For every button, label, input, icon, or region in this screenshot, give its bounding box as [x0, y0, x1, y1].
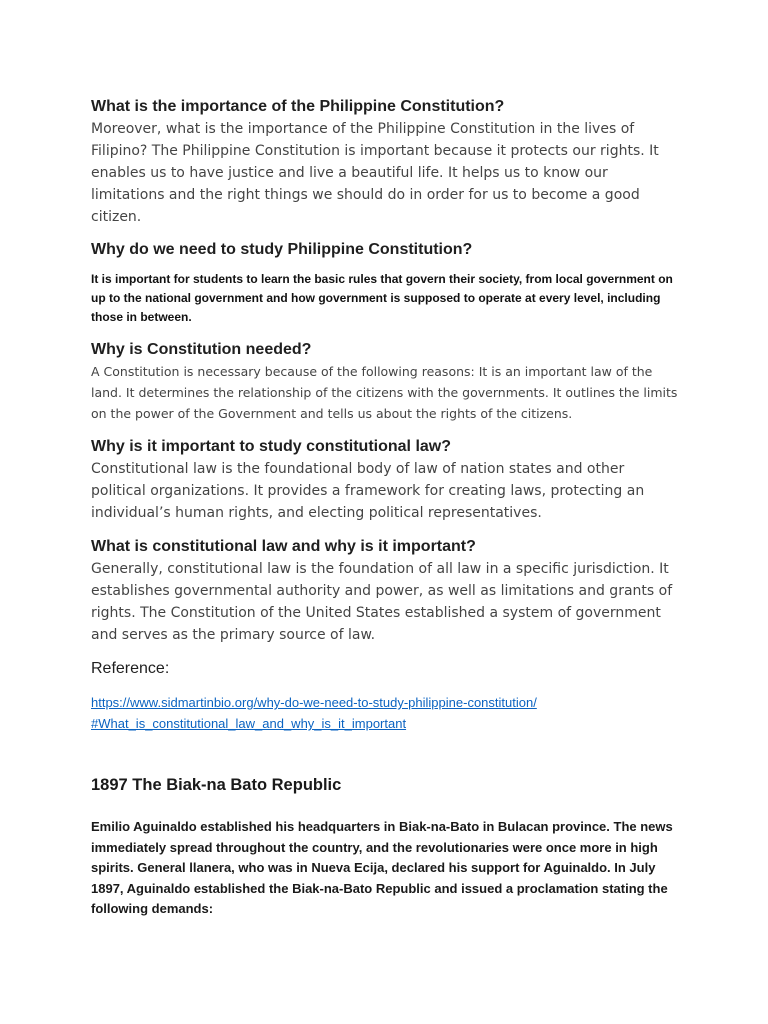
- reference-link-line-1[interactable]: https://www.sidmartinbio.org/why-do-we-need-to-study-philippine-constitution/: [91, 695, 537, 710]
- reference-link-line-2[interactable]: #What_is_constitutional_law_and_why_is_it_important: [91, 716, 407, 731]
- section-title-biak-na-bato: 1897 The Biak-na Bato Republic: [91, 776, 342, 794]
- paragraph-what-is-constitutional-law: Generally, constitutional law is the foundation of all law in a specific jurisdiction. It establishes governmental authority and power, as well as limitations and grants of rights. The Constitution of the United States established a system of government and serves as the primary source of law.: [91, 561, 673, 643]
- heading-why-needed: Why is Constitution needed?: [91, 341, 312, 358]
- document-page: [91, 96, 681, 920]
- reference-link[interactable]: [91, 692, 681, 734]
- heading-what-is-constitutional-law: What is constitutional law and why is it important?: [91, 538, 476, 555]
- heading-why-study: Why do we need to study Philippine Constitution?: [91, 241, 473, 258]
- paragraph-importance: Moreover, what is the importance of the Philippine Constitution in the lives of Filipino? The Philippine Constitution is important because it protects our rights. It enables us to have justice and live a beautiful life. It helps us to know our limitations and the right things we should do in order for us to become a good citizen.: [91, 121, 659, 225]
- paragraph-biak-na-bato: Emilio Aguinaldo established his headquarters in Biak-na-Bato in Bulacan province. The news immediately spread throughout the country, and the revolutionaries were once more in high spirits. General llanera, who was in Nueva Ecija, declared his support for Aguinaldo. In July 1897, Aguinaldo established the Biak-na-Bato Republic and issued a proclamation stating the following demands:: [91, 819, 673, 916]
- paragraph-study-constitutional-law: Constitutional law is the foundational body of law of nation states and other political organizations. It provides a framework for creating laws, protecting an individual’s human rights, and electing political representatives.: [91, 461, 645, 521]
- heading-study-constitutional-law: Why is it important to study constitutional law?: [91, 438, 451, 455]
- heading-importance: What is the importance of the Philippine Constitution?: [91, 98, 505, 115]
- reference-label: Reference:: [91, 660, 170, 677]
- paragraph-why-needed: A Constitution is necessary because of the following reasons: It is an important law of the land. It determines the relationship of the citizens with the governments. It outlines the limits on the power of the Government and tells us about the rights of the citizens.: [91, 364, 678, 421]
- paragraph-why-study: It is important for students to learn the basic rules that govern their society, from local government on up to the national government and how government is supposed to operate at every level, including those in between.: [91, 272, 673, 324]
